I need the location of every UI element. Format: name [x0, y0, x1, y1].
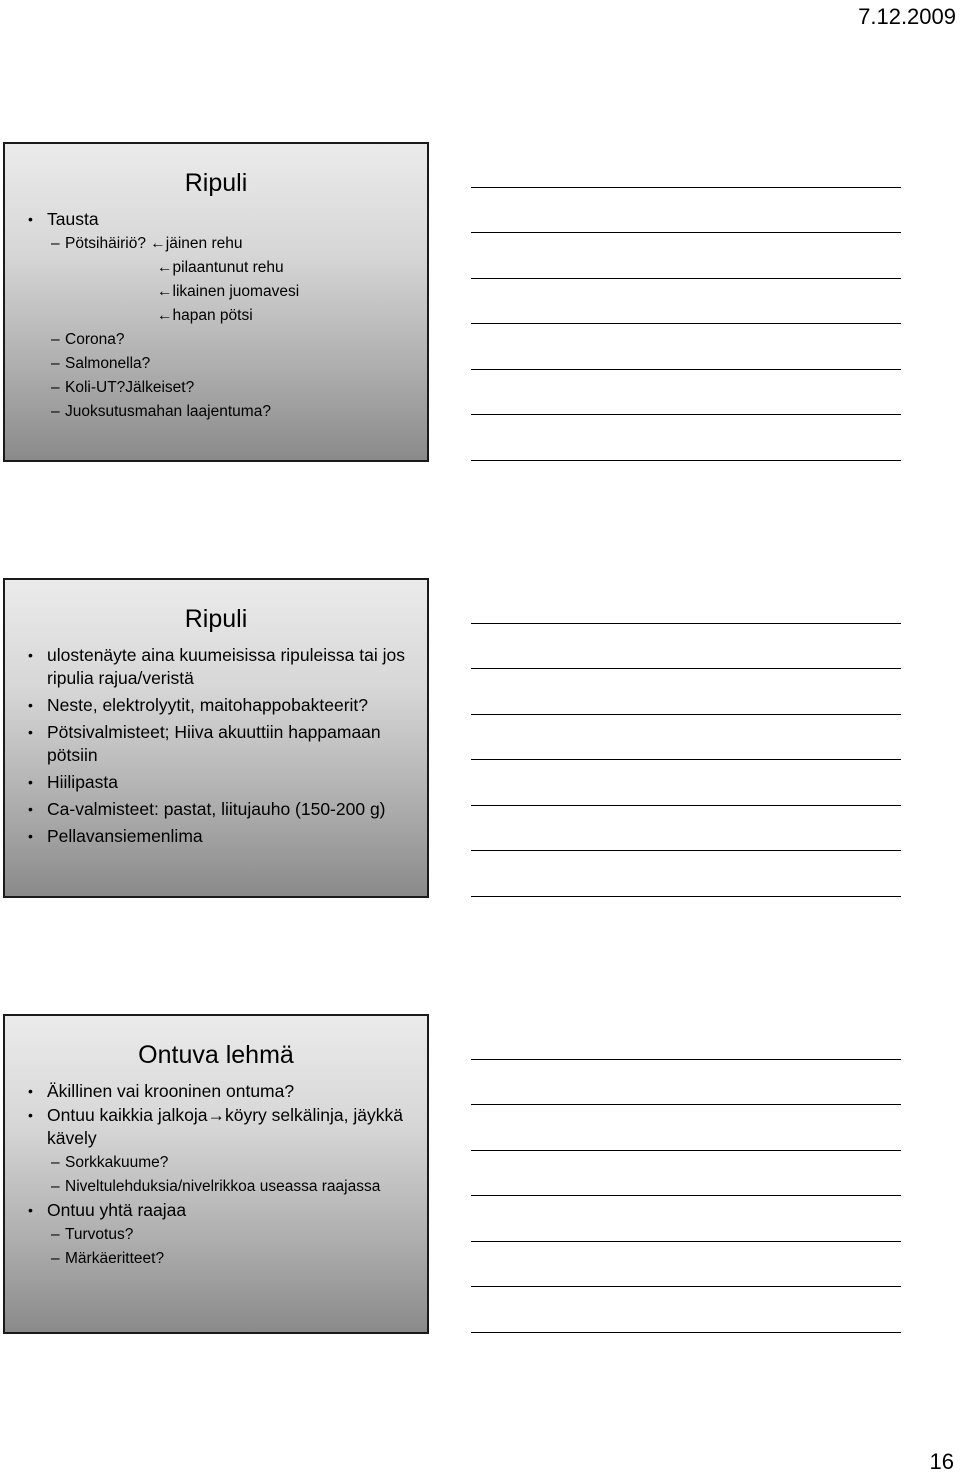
- continuation-item: [25, 304, 415, 328]
- sub-text: Pötsihäiriö? ←jäinen rehu: [65, 235, 243, 252]
- dash-marker: –: [51, 1226, 60, 1243]
- dash-marker: –: [51, 355, 60, 372]
- continuation-item: [25, 280, 415, 304]
- note-line: [471, 668, 901, 669]
- bullet-item: [25, 208, 415, 231]
- sub-item: [25, 400, 415, 424]
- bullet-item: [25, 1080, 415, 1103]
- note-line: [471, 850, 901, 851]
- slide-body: [25, 644, 415, 852]
- sub-item: [25, 1151, 415, 1175]
- bullet-marker: •: [28, 211, 33, 227]
- slide-title: Ontuva lehmä: [138, 1041, 294, 1069]
- sub-text: Corona?: [65, 331, 125, 348]
- note-line: [471, 714, 901, 715]
- continuation-item: [25, 256, 415, 280]
- bullet-item: [25, 825, 415, 848]
- slide-body: [25, 208, 415, 424]
- bullet-item: [25, 694, 415, 717]
- bullet-item: [25, 771, 415, 794]
- note-line: [471, 187, 901, 188]
- slide-thumbnail-2: [3, 578, 429, 898]
- slide-title: Ripuli: [184, 605, 248, 633]
- bullet-text: Tausta: [47, 209, 99, 229]
- note-line: [471, 323, 901, 324]
- dash-marker: –: [51, 1250, 60, 1267]
- dash-marker: –: [51, 1154, 60, 1171]
- bullet-marker: •: [28, 828, 33, 844]
- slide-title: Ripuli: [184, 169, 248, 197]
- note-line: [471, 1150, 901, 1151]
- note-line: [471, 1195, 901, 1196]
- bullet-marker: •: [28, 1083, 33, 1099]
- slide-thumbnail-3: [3, 1014, 429, 1334]
- bullet-item: [25, 644, 415, 690]
- bullet-text: Ontuu kaikkia jalkoja→köyry selkälinja, jäykkä kävely: [47, 1105, 403, 1148]
- bullet-item: [25, 798, 415, 821]
- bullet-text: Äkillinen vai krooninen ontuma?: [47, 1081, 295, 1101]
- dash-marker: –: [51, 235, 60, 252]
- sub-item: [25, 328, 415, 352]
- slide-thumbnail-1: [3, 142, 429, 462]
- sub-text: ←hapan pötsi: [157, 307, 253, 324]
- sub-text: Märkäeritteet?: [65, 1250, 165, 1267]
- sub-text: ←pilaantunut rehu: [157, 259, 284, 276]
- sub-text: Niveltulehduksia/nivelrikkoa useassa raajassa: [65, 1178, 381, 1195]
- bullet-marker: •: [28, 1107, 33, 1123]
- bullet-item: [25, 1104, 415, 1150]
- bullet-marker: •: [28, 1202, 33, 1218]
- bullet-text: Ontuu yhtä raajaa: [47, 1200, 187, 1220]
- dash-marker: –: [51, 331, 60, 348]
- note-line: [471, 414, 901, 415]
- note-line: [471, 369, 901, 370]
- bullet-marker: •: [28, 724, 33, 740]
- sub-item: [25, 1247, 415, 1271]
- sub-item: [25, 1223, 415, 1247]
- bullet-marker: •: [28, 774, 33, 790]
- note-line: [471, 232, 901, 233]
- bullet-text: Neste, elektrolyytit, maitohappobakteerit?: [47, 695, 368, 715]
- sub-item: [25, 1175, 415, 1199]
- note-line: [471, 759, 901, 760]
- print-date: 7.12.2009: [858, 4, 956, 29]
- bullet-text: Pellavansiemenlima: [47, 826, 203, 846]
- sub-text: Koli-UT?Jälkeiset?: [65, 379, 195, 396]
- note-line: [471, 1059, 901, 1060]
- dash-marker: –: [51, 379, 60, 396]
- note-line: [471, 278, 901, 279]
- page-number: 16: [929, 1449, 954, 1474]
- note-line: [471, 896, 901, 897]
- note-line: [471, 1241, 901, 1242]
- note-line: [471, 1332, 901, 1333]
- bullet-item: [25, 721, 415, 767]
- dash-marker: –: [51, 1178, 60, 1195]
- sub-text: Turvotus?: [65, 1226, 134, 1243]
- slide-body: [25, 1080, 415, 1271]
- bullet-text: Hiilipasta: [47, 772, 118, 792]
- sub-text: Salmonella?: [65, 355, 151, 372]
- note-line: [471, 805, 901, 806]
- bullet-text: ulostenäyte aina kuumeisissa ripuleissa tai jos ripulia rajua/veristä: [47, 645, 405, 688]
- note-line: [471, 1286, 901, 1287]
- bullet-marker: •: [28, 647, 33, 663]
- sub-text: ←likainen juomavesi: [157, 283, 300, 300]
- dash-marker: –: [51, 403, 60, 420]
- bullet-text: Pötsivalmisteet; Hiiva akuuttiin happamaan pötsiin: [47, 722, 381, 765]
- sub-item: [25, 376, 415, 400]
- bullet-item: [25, 1199, 415, 1222]
- sub-item: [25, 232, 415, 256]
- sub-text: Sorkkakuume?: [65, 1154, 169, 1171]
- sub-item: [25, 352, 415, 376]
- bullet-marker: •: [28, 801, 33, 817]
- note-line: [471, 623, 901, 624]
- bullet-text: Ca-valmisteet: pastat, liitujauho (150-200 g): [47, 799, 386, 819]
- sub-text: Juoksutusmahan laajentuma?: [65, 403, 271, 420]
- bullet-marker: •: [28, 697, 33, 713]
- note-line: [471, 1104, 901, 1105]
- note-line: [471, 460, 901, 461]
